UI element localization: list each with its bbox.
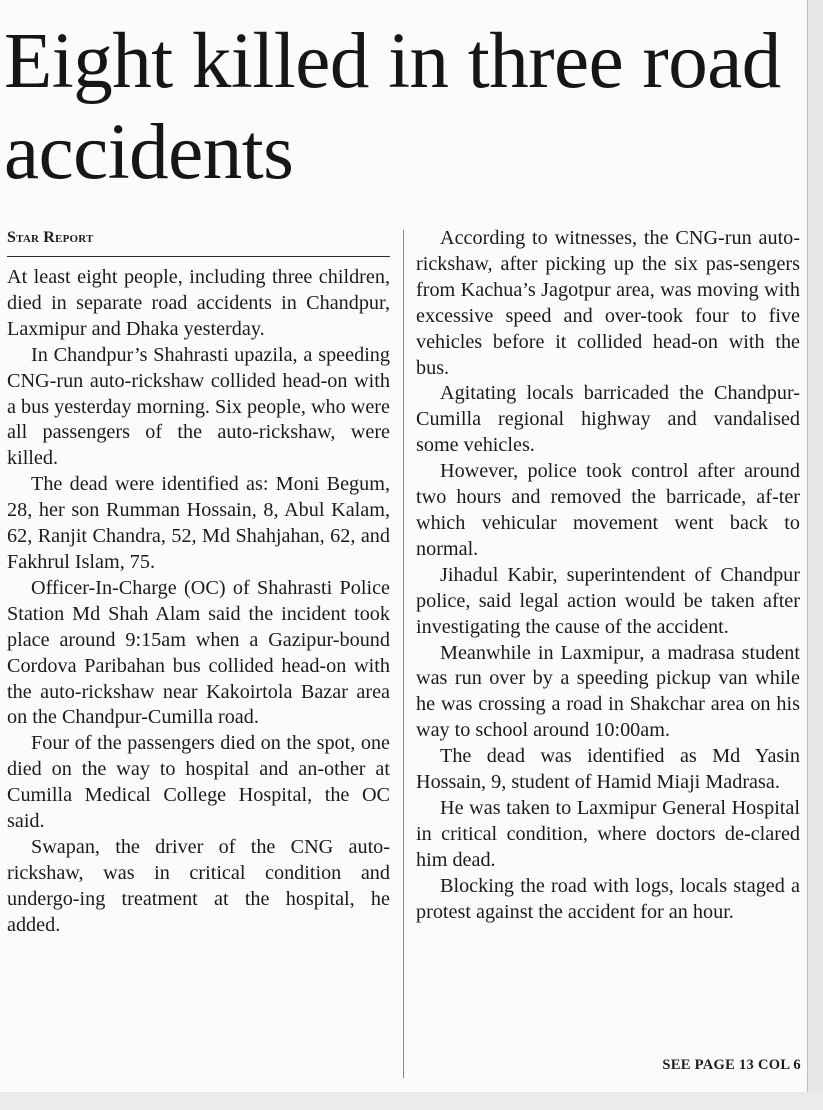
byline: Star Report [7, 229, 94, 246]
column-divider [403, 230, 404, 1078]
paragraph: He was taken to Laxmipur General Hospital in critical condition, where doctors de-clared him dead. [416, 796, 800, 871]
article-column-right [416, 226, 800, 925]
headline: Eight killed in three road accidents [4, 18, 781, 196]
byline-rule [7, 256, 390, 257]
paragraph: The dead were identified as: Moni Begum, 28, her son Rumman Hossain, 8, Abul Kalam, 62, Ranjit Chandra, 52, Md Shahjahan, 62, and Fakhrul Islam, 75. [7, 473, 390, 573]
paragraph: Blocking the road with logs, locals staged a protest against the accident for an hour. [416, 874, 800, 923]
paragraph: Four of the passengers died on the spot, one died on the way to hospital and an-other at Cumilla Medical College Hospital, the OC said. [7, 732, 390, 833]
page-edge-bottom [0, 1092, 823, 1110]
page-edge-right [807, 0, 823, 1110]
paragraph: In Chandpur’s Shahrasti upazila, a speeding CNG-run auto-rickshaw collided head-on with a bus yesterday morning. Six people, who were all passengers of the auto-rickshaw, were killed. [7, 343, 390, 470]
paragraph: At least eight people, including three children, died in separate road accidents in Chandpur, Laxmipur and Dhaka yesterday. [7, 266, 390, 340]
paragraph: The dead was identified as Md Yasin Hossain, 9, student of Hamid Miaji Madrasa. [416, 745, 800, 794]
paragraph: According to witnesses, the CNG-run auto-rickshaw, after picking up the six pas-sengers from Kachua’s Jagotpur area, was moving with excessive speed and over-took four to five vehicles before it collided head-on with the bus. [416, 227, 800, 379]
paragraph: Agitating locals barricaded the Chandpur-Cumilla regional highway and vandalised some vehicles. [416, 382, 800, 457]
continuation-jump-line: SEE PAGE 13 COL 6 [662, 1057, 801, 1073]
paragraph: Jihadul Kabir, superintendent of Chandpur police, said legal action would be taken after investigating the cause of the accident. [416, 563, 800, 638]
paragraph: Officer-In-Charge (OC) of Shahrasti Police Station Md Shah Alam said the incident took place around 9:15am when a Gazipur-bound Cordova Paribahan bus collided head-on with the auto-rickshaw near Kakoirtola Bazar area on the Chandpur-Cumilla road. [7, 576, 390, 729]
paragraph: Meanwhile in Laxmipur, a madrasa student was run over by a speeding pickup van while he was crossing a road in Shakchar area on his way to school around 10:00am. [416, 641, 800, 742]
paragraph: Swapan, the driver of the CNG auto-rickshaw, was in critical condition and undergo-ing treatment at the hospital, he added. [7, 835, 390, 936]
paragraph: However, police took control after around two hours and removed the barricade, af-ter which vehicular movement went back to normal. [416, 460, 800, 560]
article-column-left [7, 265, 390, 939]
